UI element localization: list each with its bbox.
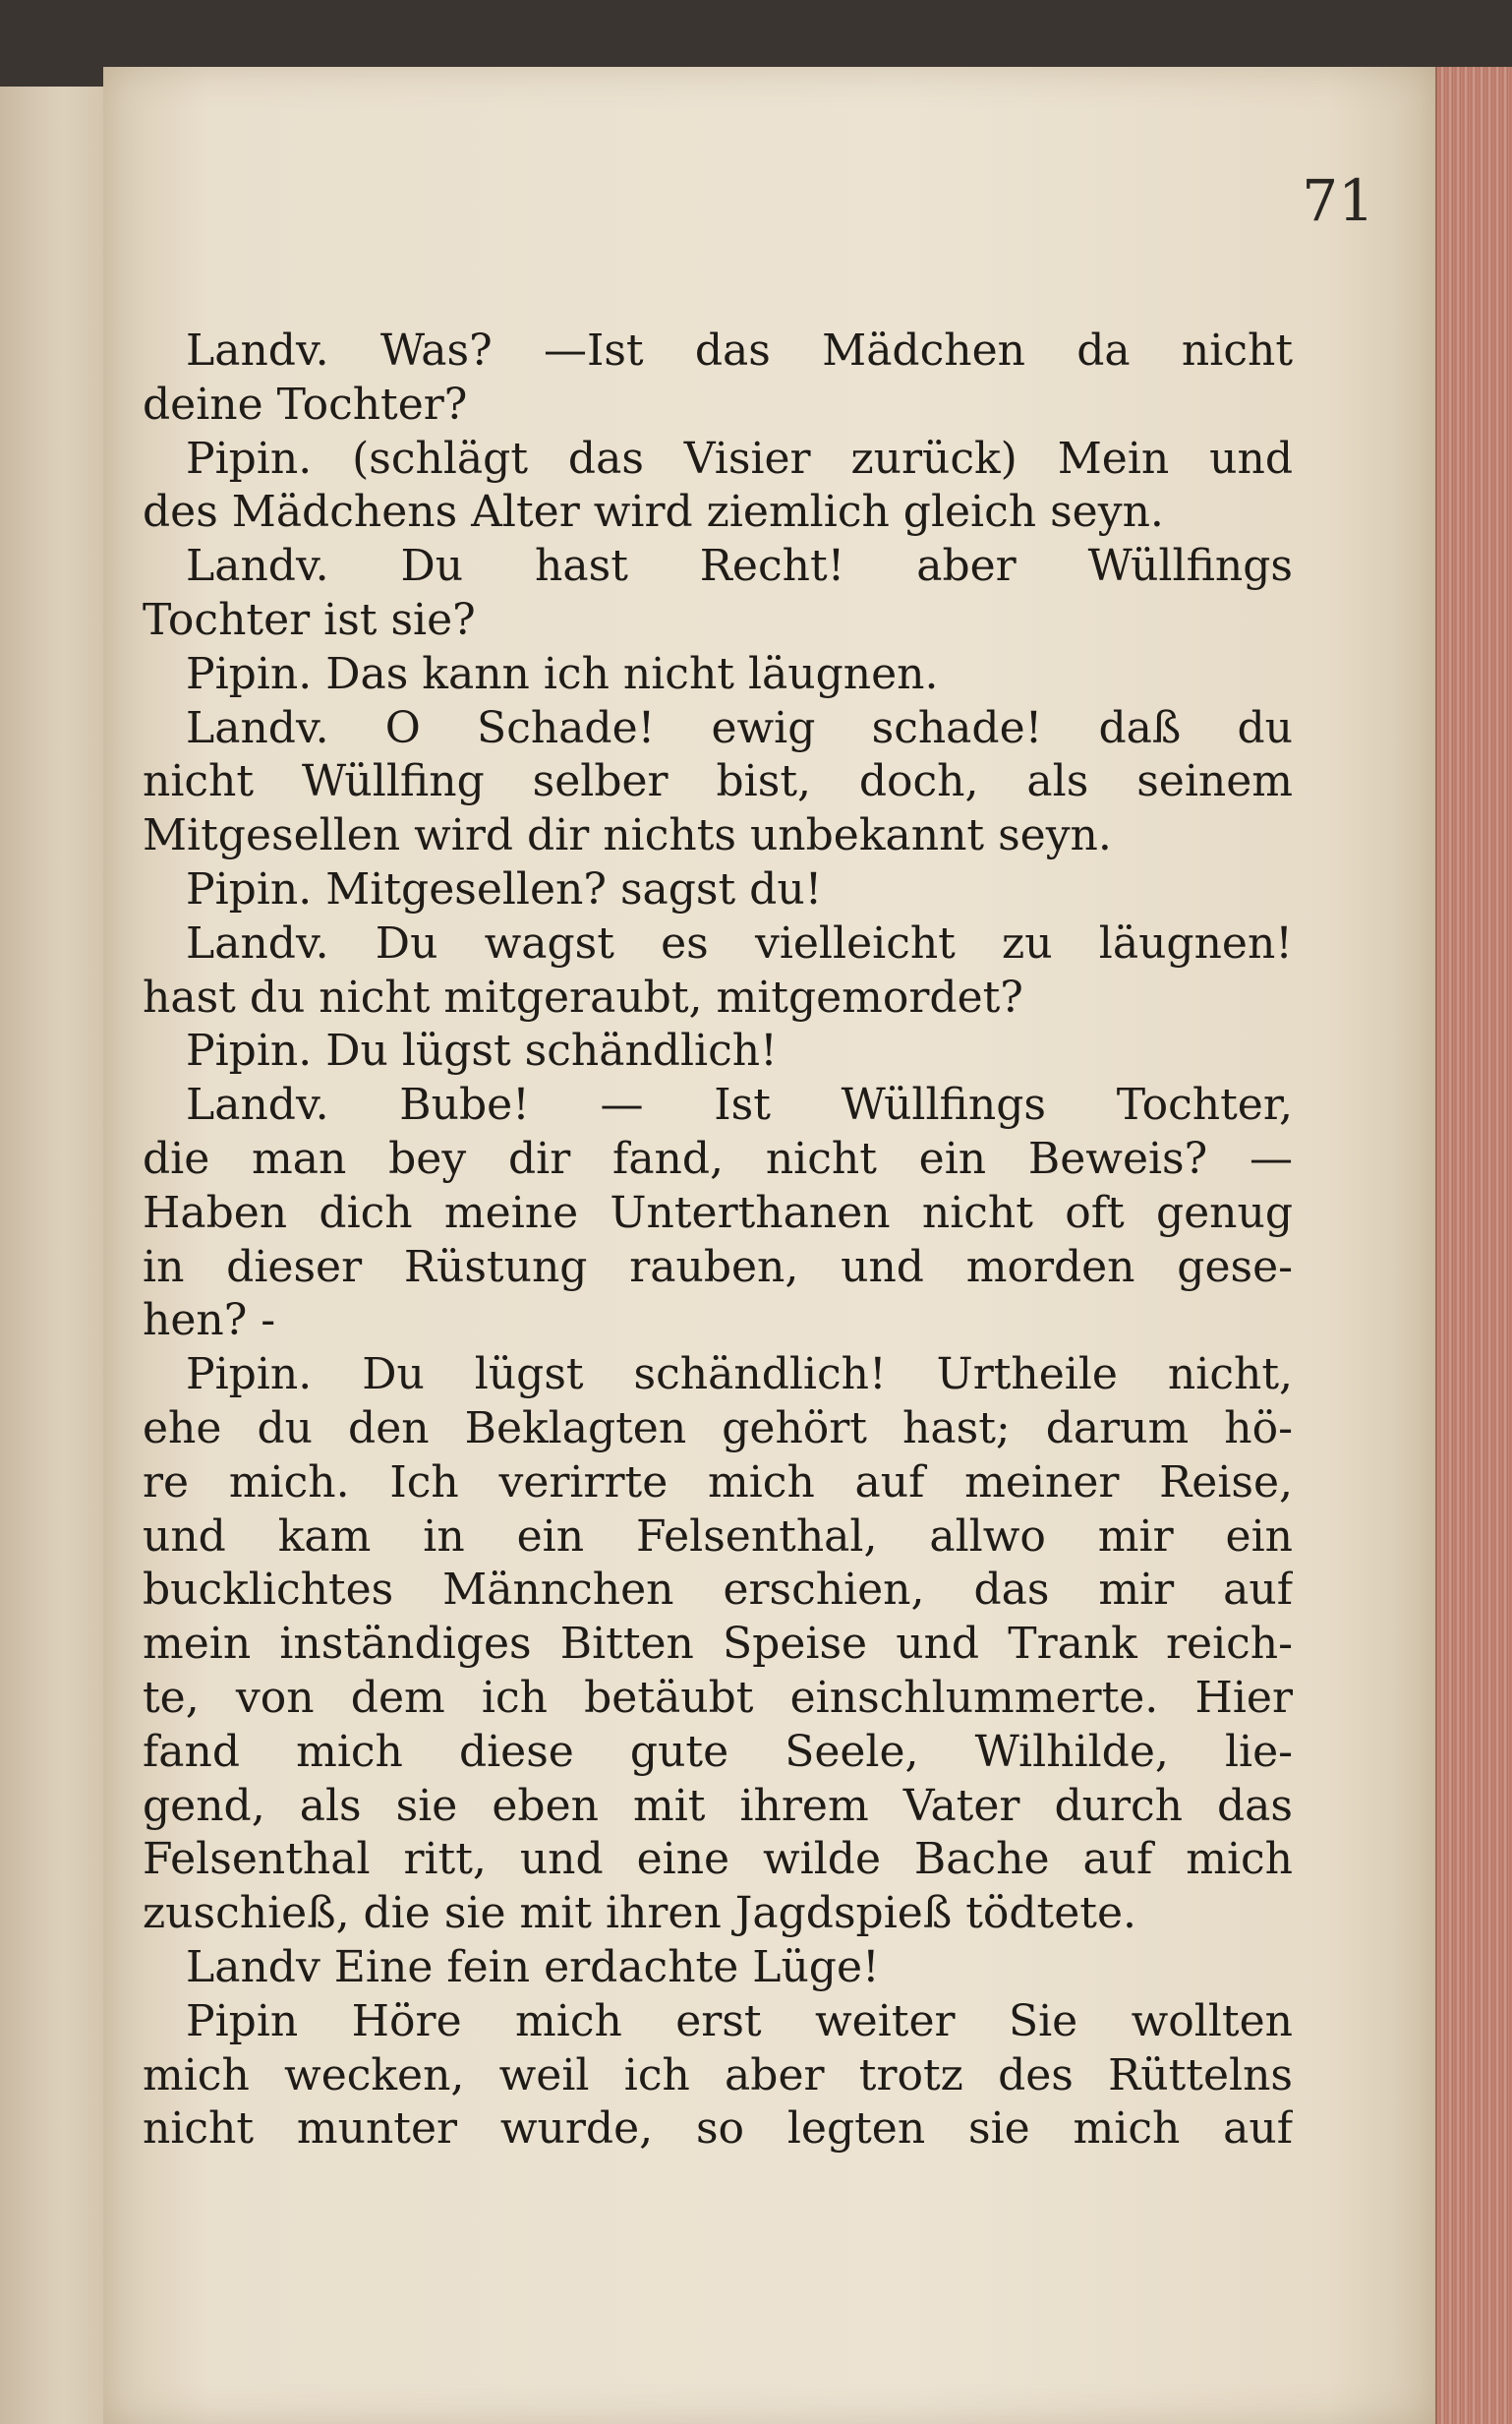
text-line: die man bey dir fand, nicht ein Beweis? —: [143, 1133, 1293, 1184]
text-line: Landv. Du wagst es vielleicht zu läugnen!: [186, 917, 1293, 969]
text-line: bucklichtes Männchen erschien, das mir auf: [143, 1565, 1293, 1616]
text-line: Landv. O Schade! ewig schade! daß du: [186, 702, 1293, 753]
text-line: Pipin Höre mich erst weiter Sie wollten: [186, 1995, 1293, 2046]
text-line: Mitgesellen wird dir nichts unbekannt seyn.: [143, 810, 1112, 861]
text-line: fand mich diese gute Seele, Wilhilde, lie-: [143, 1726, 1293, 1777]
text-line: nicht Wüllfing selber bist, doch, als seinem: [143, 756, 1293, 807]
text-line: des Mädchens Alter wird ziemlich gleich seyn.: [143, 487, 1164, 538]
text-line: mich wecken, weil ich aber trotz des Rüttelns: [143, 2049, 1293, 2100]
text-line: in dieser Rüstung rauben, und morden gese-: [143, 1241, 1293, 1292]
text-line: re mich. Ich verirrte mich auf meiner Reise,: [143, 1456, 1293, 1508]
left-page-edge: [0, 87, 105, 2424]
text-line: mein inständiges Bitten Speise und Trank reich-: [143, 1619, 1293, 1670]
text-line: deine Tochter?: [143, 379, 468, 430]
text-line: nicht munter wurde, so legten sie mich auf: [143, 2103, 1293, 2155]
text-line: Pipin. Das kann ich nicht läugnen.: [186, 648, 939, 699]
text-line: Pipin. Du lügst schändlich! Urtheile nicht,: [186, 1349, 1293, 1400]
text-line: zuschieß, die sie mit ihren Jagdspieß tödtete.: [143, 1888, 1136, 1939]
text-line: Felsenthal ritt, und eine wilde Bache auf mich: [143, 1834, 1293, 1885]
text-line: gend, als sie eben mit ihrem Vater durch das: [143, 1780, 1293, 1831]
page-text: [143, 325, 1293, 2157]
page-number: 71: [1302, 167, 1374, 234]
text-line: Landv. Bube! — Ist Wüllfings Tochter,: [186, 1080, 1293, 1131]
text-line: Landv. Du hast Recht! aber Wüllfings: [186, 541, 1293, 592]
text-line: Landv Eine fein erdachte Lüge!: [186, 1941, 880, 1992]
text-line: hast du nicht mitgeraubt, mitgemordet?: [143, 972, 1023, 1023]
text-line: hen? -: [143, 1295, 276, 1346]
text-line: Pipin. Du lügst schändlich!: [186, 1026, 778, 1077]
page-fore-edge: [1435, 67, 1512, 2424]
text-line: Tochter ist sie?: [143, 594, 476, 645]
text-line: ehe du den Beklagten gehört hast; darum hö-: [143, 1402, 1293, 1453]
text-line: Haben dich meine Unterthanen nicht oft genug: [143, 1187, 1293, 1238]
text-line: Pipin. Mitgesellen? sagst du!: [186, 863, 823, 915]
text-line: und kam in ein Felsenthal, allwo mir ein: [143, 1510, 1293, 1562]
text-line: Landv. Was? —Ist das Mädchen da nicht: [186, 325, 1293, 376]
text-line: te, von dem ich betäubt einschlummerte. Hier: [143, 1672, 1293, 1723]
text-line: Pipin. (schlägt das Visier zurück) Mein und: [186, 433, 1293, 484]
